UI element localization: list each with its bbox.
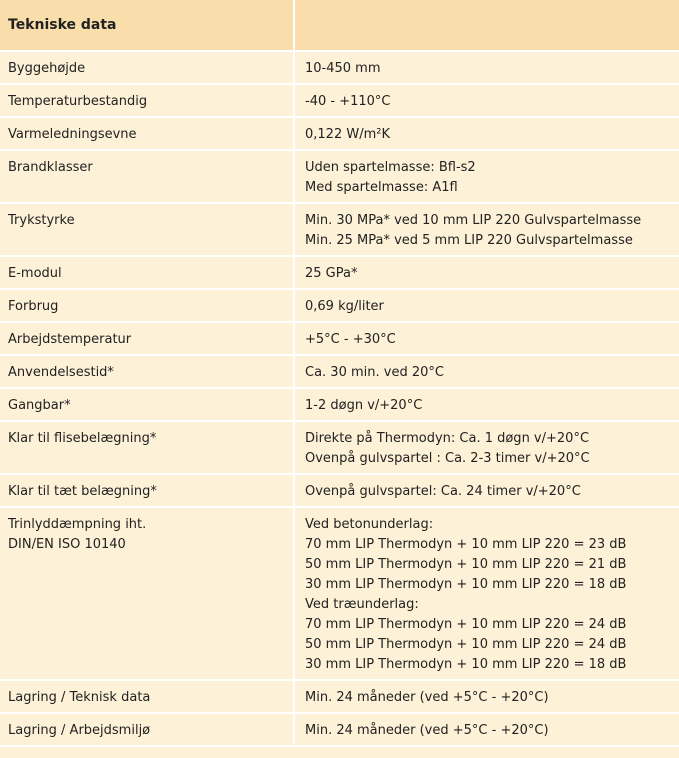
property-label-line: Arbejdstemperatur [8, 332, 132, 347]
table-row [0, 203, 679, 256]
property-label-line: Anvendelsestid* [8, 365, 114, 380]
property-value-line: Min. 24 måneder (ved +5°C - +20°C) [305, 690, 549, 705]
property-label [0, 388, 294, 421]
property-value-line: 50 mm LIP Thermodyn + 10 mm LIP 220 = 24 dB [305, 637, 627, 652]
property-value [294, 289, 679, 322]
table-row [0, 84, 679, 117]
property-value [294, 150, 679, 203]
property-value-line: Ovenpå gulvspartel: Ca. 24 timer v/+20°C [305, 484, 581, 499]
property-value-line: Ca. 30 min. ved 20°C [305, 365, 444, 380]
property-label [0, 150, 294, 203]
table-row [0, 51, 679, 84]
property-label [0, 680, 294, 713]
table-row [0, 680, 679, 713]
table-row [0, 507, 679, 680]
property-value-line: Uden spartelmasse: Bfl-s2 [305, 160, 476, 175]
table-row [0, 322, 679, 355]
property-value-line: 70 mm LIP Thermodyn + 10 mm LIP 220 = 23 dB [305, 537, 627, 552]
property-value-line: 30 mm LIP Thermodyn + 10 mm LIP 220 = 18 dB [305, 577, 627, 592]
property-value-line: Med spartelmasse: A1fl [305, 180, 458, 195]
property-value-line: Ovenpå gulvspartel : Ca. 2-3 timer v/+20°C [305, 451, 590, 466]
property-value-line: -40 - +110°C [305, 94, 391, 109]
property-label [0, 507, 294, 680]
property-value [294, 256, 679, 289]
property-label [0, 322, 294, 355]
property-value-line: +5°C - +30°C [305, 332, 396, 347]
property-label [0, 421, 294, 474]
property-value-line: 0,122 W/m²K [305, 127, 390, 142]
property-label-line: Klar til flisebelægning* [8, 431, 157, 446]
property-value [294, 474, 679, 507]
table-row [0, 150, 679, 203]
property-value-line: 25 GPa* [305, 266, 358, 281]
table-header-row [0, 0, 679, 51]
property-label [0, 203, 294, 256]
property-label [0, 84, 294, 117]
table-row [0, 421, 679, 474]
property-value-line: Direkte på Thermodyn: Ca. 1 døgn v/+20°C [305, 431, 590, 446]
property-label-line: E-modul [8, 266, 62, 281]
property-label [0, 474, 294, 507]
property-value-line: 10-450 mm [305, 61, 381, 76]
property-value [294, 507, 679, 680]
table-row [0, 355, 679, 388]
table-row [0, 289, 679, 322]
table-body [0, 51, 679, 746]
table-row [0, 474, 679, 507]
property-value [294, 713, 679, 746]
property-value-line: Ved betonunderlag: [305, 517, 434, 532]
property-label [0, 256, 294, 289]
property-label-line: Forbrug [8, 299, 59, 314]
property-label-line: Lagring / Teknisk data [8, 690, 151, 705]
property-label-line: Byggehøjde [8, 61, 86, 76]
property-label-line: Klar til tæt belægning* [8, 484, 157, 499]
table-title: Tekniske data [0, 0, 294, 51]
property-value [294, 51, 679, 84]
property-value [294, 680, 679, 713]
property-label [0, 289, 294, 322]
property-value-line: 1-2 døgn v/+20°C [305, 398, 423, 413]
property-value-line: Ved træunderlag: [305, 597, 419, 612]
property-label-line: Gangbar* [8, 398, 71, 413]
property-label-line: Trinlyddæmpning iht. [8, 517, 147, 532]
property-label-line: Brandklasser [8, 160, 93, 175]
table-row [0, 388, 679, 421]
property-label [0, 51, 294, 84]
property-label [0, 117, 294, 150]
property-value-line: 30 mm LIP Thermodyn + 10 mm LIP 220 = 18 dB [305, 657, 627, 672]
property-value [294, 117, 679, 150]
property-value-line: 70 mm LIP Thermodyn + 10 mm LIP 220 = 24 dB [305, 617, 627, 632]
property-value-line: Min. 25 MPa* ved 5 mm LIP 220 Gulvspartelmasse [305, 233, 633, 248]
property-label [0, 355, 294, 388]
property-value [294, 203, 679, 256]
property-value-line: 0,69 kg/liter [305, 299, 384, 314]
property-label [0, 713, 294, 746]
property-label-line: Trykstyrke [8, 213, 75, 228]
property-label-line: Temperaturbestandig [8, 94, 148, 109]
property-value [294, 388, 679, 421]
property-value-line: Min. 30 MPa* ved 10 mm LIP 220 Gulvspartelmasse [305, 213, 642, 228]
property-value [294, 84, 679, 117]
property-value [294, 421, 679, 474]
property-value-line: Min. 24 måneder (ved +5°C - +20°C) [305, 723, 549, 738]
table-header-value [294, 0, 679, 51]
property-value [294, 322, 679, 355]
property-label-line: DIN/EN ISO 10140 [8, 537, 126, 552]
table-row [0, 713, 679, 746]
table-row [0, 117, 679, 150]
table-row [0, 256, 679, 289]
property-label-line: Lagring / Arbejdsmiljø [8, 723, 151, 738]
property-value [294, 355, 679, 388]
property-value-line: 50 mm LIP Thermodyn + 10 mm LIP 220 = 21 dB [305, 557, 627, 572]
property-label-line: Varmeledningsevne [8, 127, 137, 142]
